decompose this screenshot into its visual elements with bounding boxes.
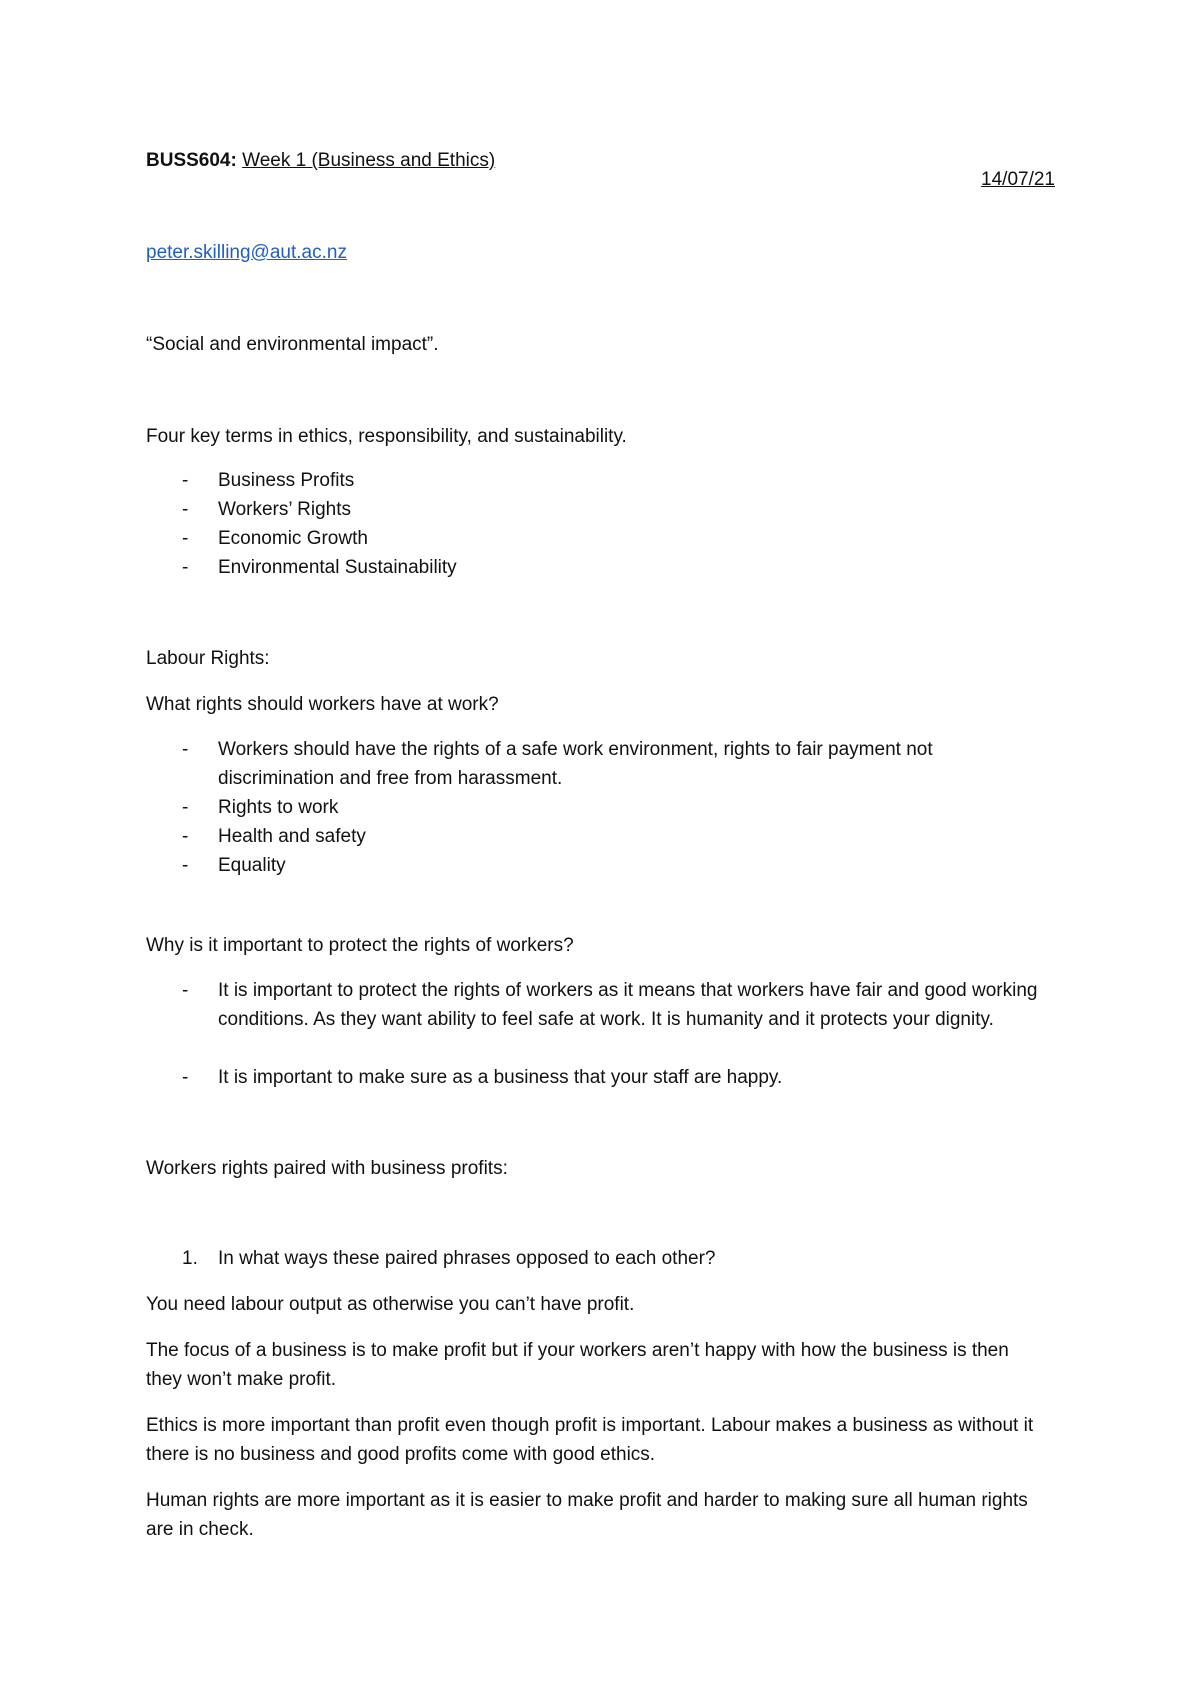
bullet-marker: - [182, 470, 189, 491]
labour-right: Health and safety [218, 826, 366, 847]
bullet-marker: - [182, 1067, 189, 1088]
list-item [146, 1063, 1066, 1092]
bullet-marker: - [182, 499, 189, 520]
paired-paragraph: Human rights are more important as it is easier to make profit and harder to making sure all human rights are in check. [146, 1490, 1028, 1540]
bullet-marker: - [182, 739, 189, 760]
bullet-marker: - [182, 980, 189, 1001]
key-terms-intro: Four key terms in ethics, responsibility, and sustainability. [146, 426, 627, 447]
key-term: Environmental Sustainability [218, 557, 457, 578]
week-title: Week 1 (Business and Ethics) [242, 150, 496, 171]
list-item [146, 822, 1066, 851]
labour-rights-heading: Labour Rights: [146, 648, 270, 669]
bullet-marker: - [182, 855, 189, 876]
paired-paragraph: Ethics is more important than profit even though profit is important. Labour makes a business as without it there is no business and good profits come with good ethics. [146, 1415, 1034, 1465]
list-item [146, 793, 1066, 822]
labour-rights-question: What rights should workers have at work? [146, 694, 499, 715]
paired-paragraph: The focus of a business is to make profit but if your workers aren’t happy with how the business is then they won’t make profit. [146, 1340, 1009, 1390]
document-header [146, 146, 495, 175]
list-item [146, 495, 1066, 524]
list-item [146, 466, 1066, 495]
bullet-marker: - [182, 557, 189, 578]
key-term: Workers’ Rights [218, 499, 352, 520]
number-marker: 1. [182, 1248, 198, 1269]
labour-right: Equality [218, 855, 286, 876]
key-term: Economic Growth [218, 528, 368, 549]
bullet-marker: - [182, 528, 189, 549]
paired-heading: Workers rights paired with business profits: [146, 1158, 508, 1179]
list-item [146, 735, 1066, 793]
paired-paragraph: You need labour output as otherwise you can’t have profit. [146, 1294, 635, 1315]
labour-right: Rights to work [218, 797, 339, 818]
numbered-item [146, 1244, 1066, 1273]
key-term: Business Profits [218, 470, 355, 491]
why-protect-question: Why is it important to protect the rights of workers? [146, 935, 574, 956]
list-item [146, 524, 1066, 553]
list-item [146, 851, 1066, 880]
course-code: BUSS604: [146, 150, 237, 171]
numbered-question: In what ways these paired phrases opposed to each other? [218, 1248, 716, 1269]
labour-right: Workers should have the rights of a safe work environment, rights to fair payment not discrimination and free from harassment. [218, 739, 933, 789]
email-paragraph [146, 238, 347, 267]
list-item [146, 976, 1066, 1034]
document-date: 14/07/21 [981, 169, 1055, 190]
bullet-marker: - [182, 826, 189, 847]
email-link[interactable]: peter.skilling@aut.ac.nz [146, 242, 347, 263]
why-protect-answer: It is important to protect the rights of workers as it means that workers have fair and good working conditions. As they want ability to feel safe at work. It is humanity and it protects your dignity. [218, 980, 1038, 1030]
bullet-marker: - [182, 797, 189, 818]
quote-text: “Social and environmental impact”. [146, 334, 439, 355]
list-item [146, 553, 1066, 582]
why-protect-answer: It is important to make sure as a business that your staff are happy. [218, 1067, 783, 1088]
